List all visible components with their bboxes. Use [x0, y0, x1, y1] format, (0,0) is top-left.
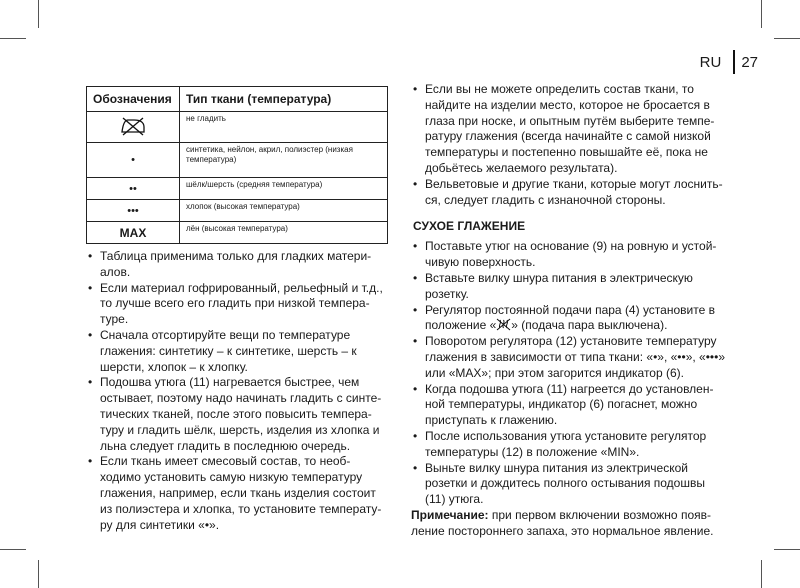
list-item-text: » (подача пара выключена). [511, 318, 668, 333]
list-item: • Вставьте вилку шнура питания в электрическую розетку. [411, 271, 727, 303]
ironing-tips-list [86, 249, 388, 533]
right-column [411, 82, 727, 540]
section-title: СУХОЕ ГЛАЖЕНИЕ [413, 219, 526, 234]
fabric-table [86, 86, 388, 244]
no-iron-icon [119, 116, 147, 136]
crop-mark [761, 560, 762, 588]
list-item: • Сначала отсортируйте вещи по температуре глажения: синтетику – к синтетике, шерсть – к шерсти, хлопок – к хлопку. [86, 328, 388, 375]
table-cell-fabric: хлопок (высокая температура) [180, 200, 388, 222]
dry-ironing-list [411, 239, 727, 508]
table-cell-symbol [87, 112, 180, 143]
table-cell-fabric: лён (высокая температура) [180, 222, 388, 244]
list-item: • После использования утюга установите регулятор температуры (12) в положение «MIN». [411, 429, 727, 461]
table-cell-symbol: •• [87, 178, 180, 200]
table-row [87, 200, 388, 222]
crop-mark [38, 560, 39, 588]
table-row [87, 178, 388, 200]
list-item: • Вельветовые и другие ткани, которые могут лоснить-ся, следует гладить с изнаночной стороны. [411, 177, 727, 209]
list-item: • Поставьте утюг на основание (9) на ровную и устой-чивую поверхность. [411, 239, 727, 271]
table-header-symbols: Обозначения [87, 87, 180, 112]
steam-off-icon [496, 318, 511, 331]
crop-mark [0, 38, 26, 39]
list-item: • Выньте вилку шнура питания из электрической розетки и дождитесь полного остывания подошвы (11) утюга. [411, 461, 727, 508]
note-label: Примечание: [411, 507, 489, 522]
table-cell-symbol: ••• [87, 200, 180, 222]
table-cell-fabric: синтетика, нейлон, акрил, полиэстер (низкая температура) [180, 143, 388, 178]
crop-mark [774, 549, 800, 550]
crop-mark [0, 549, 26, 550]
header-divider [733, 50, 735, 74]
table-header-row [87, 87, 388, 112]
table-cell-symbol: • [87, 143, 180, 178]
crop-mark [761, 0, 762, 28]
crop-mark [38, 0, 39, 28]
table-cell-fabric: шёлк/шерсть (средняя температура) [180, 178, 388, 200]
list-item: • Если ткань имеет смесовый состав, то необ-ходимо установить самую низкую температуру глажения, например, если ткань изделия состоит из полиэстера и хлопка, то установите температу-ру для синтетики «•». [86, 454, 388, 533]
page-header [700, 50, 758, 74]
table-cell-fabric: не гладить [180, 112, 388, 143]
page-number: 27 [741, 53, 758, 71]
table-cell-symbol: MAX [87, 222, 180, 244]
list-item: • Поворотом регулятора (12) установите температуру глажения в зависимости от типа ткани: «•», «••», «•••» или «MAX»; при этом загорится индикатор (6). [411, 334, 727, 381]
language-label: RU [699, 53, 722, 71]
list-item: • Таблица применима только для гладких матери-алов. [86, 249, 388, 281]
table-row [87, 222, 388, 244]
left-column [86, 86, 388, 533]
list-item-text: Регулятор постоянной подачи пара (4) установите в положение « [425, 302, 715, 333]
table-header-fabric: Тип ткани (температура) [180, 87, 388, 112]
note [411, 508, 727, 540]
note-text: при первом включении возможно появ-ление постороннего запаха, это нормальное явление. [411, 507, 714, 538]
crop-mark [774, 38, 800, 39]
list-item: • Подошва утюга (11) нагревается быстрее, чем остывает, поэтому надо начинать гладить с синте-тических тканей, после этого повысить темпера-туру и гладить шёлк, шерсть, изделия из хлопка и льна следует гладить в последнюю очередь. [86, 375, 388, 454]
table-row [87, 143, 388, 178]
list-item [411, 303, 727, 335]
list-item: • Когда подошва утюга (11) нагреется до установлен-ной температуры, индикатор (6) погаснет, можно приступать к глажению. [411, 382, 727, 429]
table-row [87, 112, 388, 143]
list-item: • Если материал гофрированный, рельефный и т.д., то лучше всего его гладить при низкой темпера-туре. [86, 281, 388, 328]
fabric-tips-list [411, 82, 727, 208]
list-item: • Если вы не можете определить состав ткани, то найдите на изделии место, которое не бросается в глаза при носке, и опытным путём выберите темпе-ратуру глажения (всегда начинайте с самой низкой температуры и постепенно повышайте её, пока не добьётесь желаемого результата). [411, 82, 727, 177]
